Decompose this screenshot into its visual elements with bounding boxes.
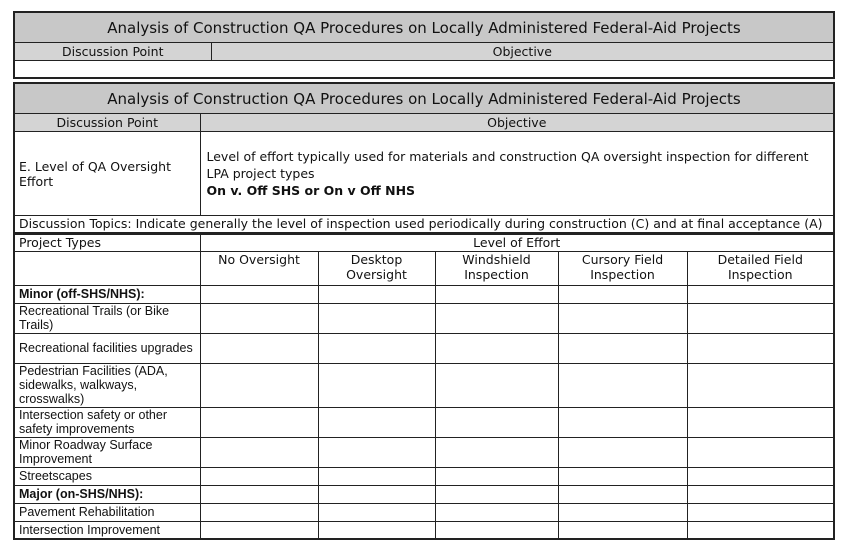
effort-cell[interactable] (318, 363, 435, 407)
objective-bold-text: On v. Off SHS or On v Off NHS (206, 183, 416, 198)
effort-column-header: Detailed Field Inspection (687, 251, 834, 285)
effort-column-header: Cursory Field Inspection (558, 251, 687, 285)
effort-cell[interactable] (435, 467, 558, 485)
effort-cell[interactable] (318, 503, 435, 521)
project-type-label: Intersection safety or other safety improvements (14, 407, 200, 437)
table-row (14, 363, 834, 407)
document-sheet (13, 11, 835, 540)
discussion-point-label: E. Level of QA Oversight Effort (14, 132, 200, 216)
effort-cell[interactable] (200, 521, 318, 539)
effort-body (14, 285, 834, 539)
main-table (13, 82, 835, 234)
effort-cell[interactable] (318, 407, 435, 437)
effort-cell[interactable] (200, 503, 318, 521)
effort-cell[interactable] (558, 303, 687, 333)
top-table-blank-row (14, 61, 834, 79)
effort-cell[interactable] (435, 285, 558, 303)
effort-cell[interactable] (435, 407, 558, 437)
effort-cell[interactable] (687, 285, 834, 303)
project-type-label: Minor (off-SHS/NHS): (14, 285, 200, 303)
effort-cell[interactable] (558, 407, 687, 437)
table-row (14, 407, 834, 437)
table-row (14, 303, 834, 333)
effort-cell[interactable] (558, 363, 687, 407)
effort-cell[interactable] (558, 485, 687, 503)
effort-cell[interactable] (687, 503, 834, 521)
effort-cell[interactable] (558, 285, 687, 303)
effort-cell[interactable] (687, 363, 834, 407)
effort-cell[interactable] (318, 437, 435, 467)
effort-cell[interactable] (558, 521, 687, 539)
top-col-discussion-point: Discussion Point (14, 43, 211, 61)
effort-cell[interactable] (318, 285, 435, 303)
effort-cell[interactable] (435, 437, 558, 467)
effort-cell[interactable] (435, 303, 558, 333)
effort-cell[interactable] (318, 303, 435, 333)
effort-column-header-row (14, 251, 834, 285)
effort-cell[interactable] (200, 437, 318, 467)
project-type-label: Pedestrian Facilities (ADA, sidewalks, walkways, crosswalks) (14, 363, 200, 407)
level-of-effort-header: Level of Effort (200, 234, 834, 251)
effort-cell[interactable] (687, 303, 834, 333)
main-col-objective: Objective (200, 114, 834, 132)
effort-cell[interactable] (318, 467, 435, 485)
table-row (14, 503, 834, 521)
objective-cell (200, 132, 834, 216)
project-type-label: Recreational facilities upgrades (14, 333, 200, 363)
effort-cell[interactable] (687, 467, 834, 485)
effort-cell[interactable] (687, 485, 834, 503)
effort-cell[interactable] (318, 333, 435, 363)
effort-cell[interactable] (435, 521, 558, 539)
effort-cell[interactable] (558, 503, 687, 521)
table-row (14, 485, 834, 503)
effort-column-header: Desktop Oversight (318, 251, 435, 285)
project-type-label: Minor Roadway Surface Improvement (14, 437, 200, 467)
effort-cell[interactable] (687, 521, 834, 539)
effort-cell[interactable] (435, 363, 558, 407)
effort-cell[interactable] (558, 437, 687, 467)
effort-cell[interactable] (200, 407, 318, 437)
effort-cell[interactable] (200, 485, 318, 503)
objective-text: Level of effort typically used for materials and construction QA oversight inspection for different LPA project types (206, 149, 809, 181)
effort-cell[interactable] (687, 437, 834, 467)
effort-cell[interactable] (318, 521, 435, 539)
top-col-objective: Objective (211, 43, 834, 61)
table-row (14, 467, 834, 485)
project-type-label: Streetscapes (14, 467, 200, 485)
effort-table (13, 234, 835, 541)
project-type-label: Pavement Rehabilitation (14, 503, 200, 521)
project-type-label: Major (on-SHS/NHS): (14, 485, 200, 503)
effort-cell[interactable] (435, 503, 558, 521)
effort-cell[interactable] (200, 363, 318, 407)
effort-cell[interactable] (687, 333, 834, 363)
effort-cell[interactable] (200, 303, 318, 333)
table-row (14, 285, 834, 303)
discussion-topics: Discussion Topics: Indicate generally the level of inspection used periodically during construction (C) and at final acceptance (A) (14, 216, 834, 233)
main-col-discussion-point: Discussion Point (14, 114, 200, 132)
effort-column-header: Windshield Inspection (435, 251, 558, 285)
table-row (14, 437, 834, 467)
effort-column-header: No Oversight (200, 251, 318, 285)
table-row (14, 521, 834, 539)
effort-cell[interactable] (435, 485, 558, 503)
effort-header-blank (14, 251, 200, 285)
effort-cell[interactable] (200, 333, 318, 363)
effort-cell[interactable] (558, 467, 687, 485)
effort-cell[interactable] (200, 285, 318, 303)
project-type-label: Recreational Trails (or Bike Trails) (14, 303, 200, 333)
main-table-title: Analysis of Construction QA Procedures on Locally Administered Federal-Aid Projects (14, 83, 834, 114)
table-row (14, 333, 834, 363)
effort-cell[interactable] (200, 467, 318, 485)
effort-cell[interactable] (318, 485, 435, 503)
effort-cell[interactable] (435, 333, 558, 363)
effort-cell[interactable] (687, 407, 834, 437)
project-type-label: Intersection Improvement (14, 521, 200, 539)
top-table (13, 11, 835, 79)
effort-cell[interactable] (558, 333, 687, 363)
top-table-title: Analysis of Construction QA Procedures on Locally Administered Federal-Aid Projects (14, 12, 834, 43)
project-types-header: Project Types (14, 234, 200, 251)
